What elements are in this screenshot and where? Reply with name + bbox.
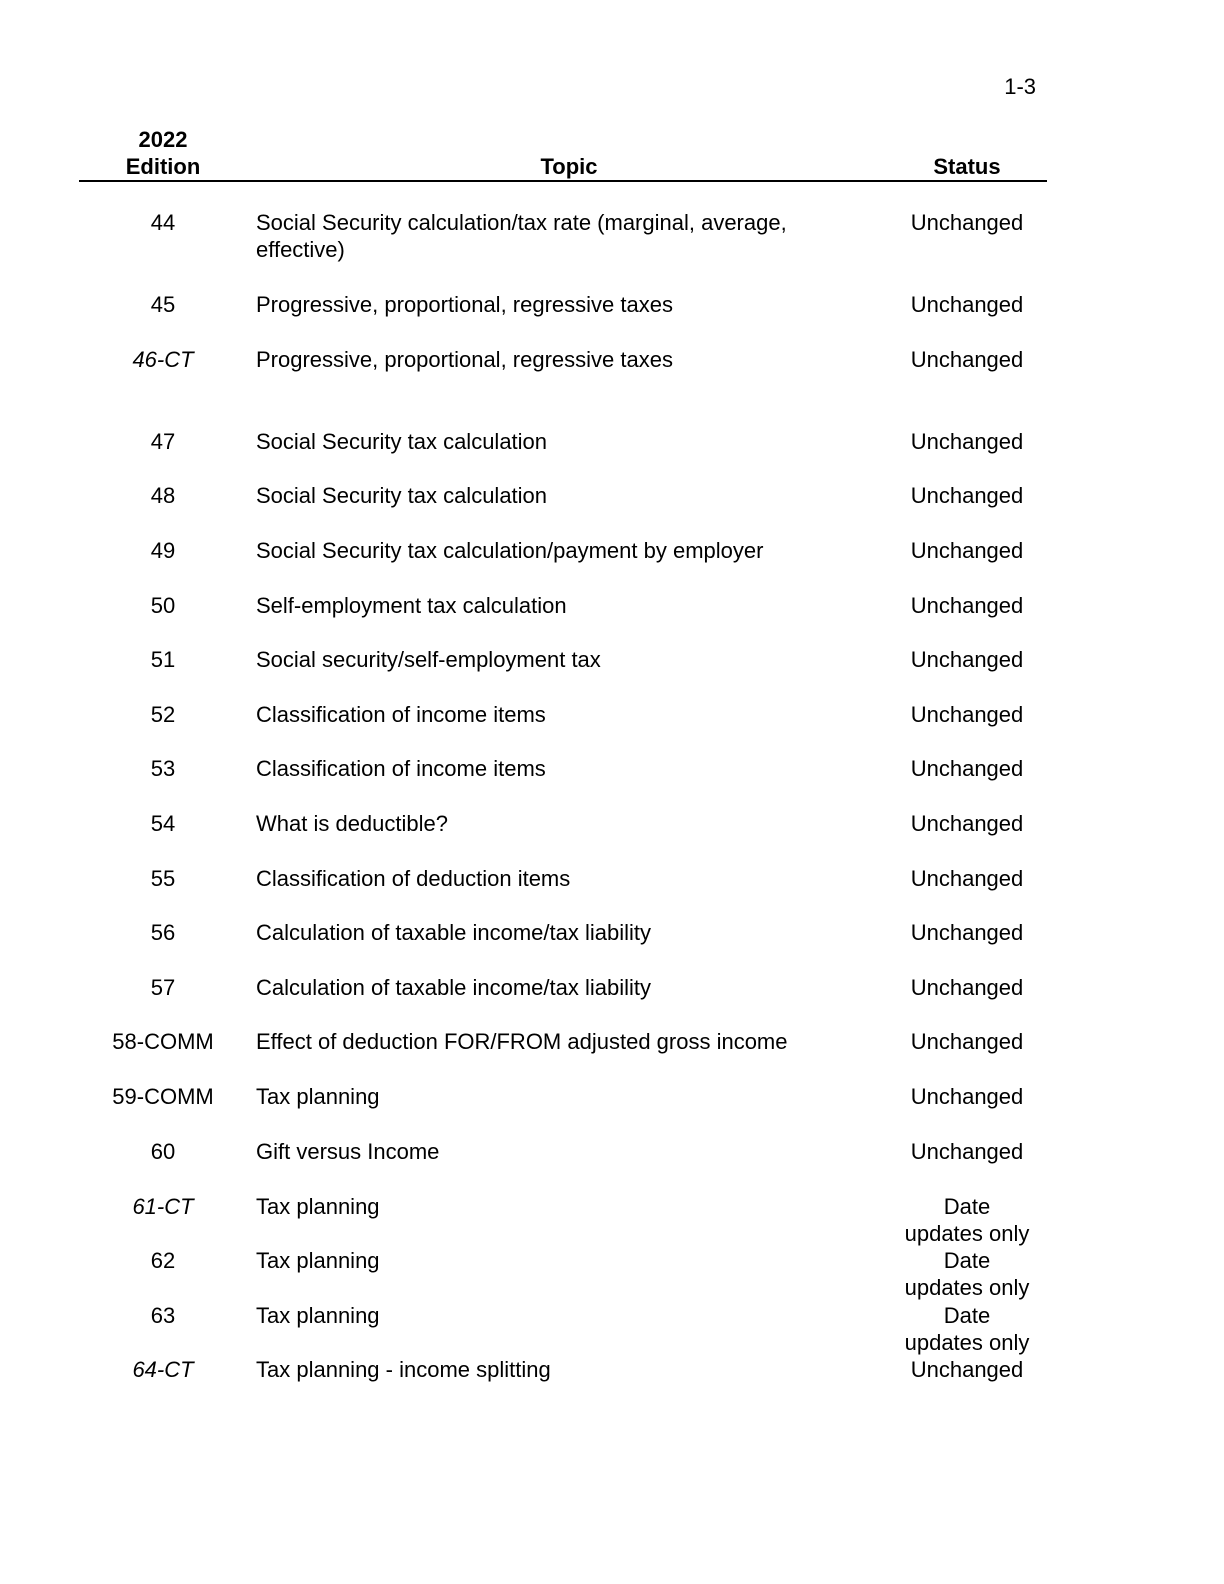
status-cell — [887, 974, 1047, 1001]
status-line: Unchanged — [910, 647, 1024, 672]
topic-line: Effect of deduction FOR/FROM adjusted gross income — [256, 1029, 788, 1054]
topic-line: Gift versus Income — [256, 1139, 440, 1164]
status-line: Unchanged — [910, 866, 1024, 891]
status-line: Unchanged — [910, 483, 1024, 508]
edition-cell: 57 — [150, 975, 176, 1000]
edition-column-header — [99, 126, 227, 180]
edition-cell: 60 — [150, 1139, 176, 1164]
status-line: Unchanged — [910, 292, 1024, 317]
status-line-continued: updates only — [904, 1330, 1030, 1355]
status-line: Unchanged — [910, 975, 1024, 1000]
topic-line: Progressive, proportional, regressive taxes — [256, 347, 673, 372]
topic-cell — [256, 1083, 856, 1110]
topic-line: What is deductible? — [256, 811, 448, 836]
topic-line: Social Security tax calculation/payment by employer — [256, 538, 764, 563]
topic-line: Tax planning — [256, 1303, 380, 1328]
topic-line: Classification of income items — [256, 702, 546, 727]
topic-cell — [256, 865, 856, 892]
status-cell — [887, 701, 1047, 728]
topic-cell — [256, 209, 856, 263]
edition-cell: 46-CT — [132, 347, 194, 372]
status-cell — [887, 592, 1047, 619]
topic-cell — [256, 974, 856, 1001]
status-cell — [887, 646, 1047, 673]
edition-cell: 56 — [150, 920, 176, 945]
topic-cell — [256, 346, 856, 373]
edition-cell: 50 — [150, 593, 176, 618]
topic-cell — [256, 701, 856, 728]
edition-cell: 54 — [150, 811, 176, 836]
status-line: Unchanged — [910, 593, 1024, 618]
status-line: Unchanged — [910, 1084, 1024, 1109]
edition-cell: 58-COMM — [112, 1029, 214, 1054]
table-header — [79, 126, 1047, 182]
edition-cell: 55 — [150, 866, 176, 891]
topic-line: Social security/self-employment tax — [256, 647, 601, 672]
topic-cell — [256, 1193, 856, 1220]
edition-cell: 48 — [150, 483, 176, 508]
status-cell — [887, 209, 1047, 236]
topic-line: Social Security calculation/tax rate (marginal, average, — [256, 210, 787, 235]
status-line: Unchanged — [910, 702, 1024, 727]
topic-cell — [256, 1138, 856, 1165]
status-cell — [887, 291, 1047, 318]
status-line: Date — [943, 1248, 991, 1273]
status-cell — [887, 346, 1047, 373]
status-cell — [887, 865, 1047, 892]
topic-line: Tax planning — [256, 1084, 380, 1109]
edition-cell: 63 — [150, 1303, 176, 1328]
status-line-continued: updates only — [904, 1275, 1030, 1300]
status-line: Unchanged — [910, 811, 1024, 836]
topic-line: Tax planning - income splitting — [256, 1357, 551, 1382]
topic-line: Calculation of taxable income/tax liability — [256, 975, 651, 1000]
topic-cell — [256, 537, 856, 564]
topic-line: Tax planning — [256, 1248, 380, 1273]
topic-cell — [256, 810, 856, 837]
topic-cell — [256, 482, 856, 509]
edition-cell: 52 — [150, 702, 176, 727]
topic-line: Progressive, proportional, regressive taxes — [256, 292, 673, 317]
status-column-header: Status — [933, 154, 1001, 179]
topic-cell — [256, 428, 856, 455]
status-cell — [887, 428, 1047, 455]
edition-cell: 59-COMM — [112, 1084, 214, 1109]
edition-cell: 61-CT — [132, 1194, 194, 1219]
topic-cell — [256, 291, 856, 318]
edition-cell: 49 — [150, 538, 176, 563]
topic-cell — [256, 646, 856, 673]
edition-cell: 53 — [150, 756, 176, 781]
topic-line-continued: effective) — [256, 237, 345, 262]
status-line: Unchanged — [910, 756, 1024, 781]
status-cell — [887, 1247, 1047, 1301]
status-line: Unchanged — [910, 538, 1024, 563]
status-cell — [887, 1356, 1047, 1383]
edition-cell: 45 — [150, 292, 176, 317]
status-line: Unchanged — [910, 210, 1024, 235]
status-line-continued: updates only — [904, 1221, 1030, 1246]
status-cell — [887, 1028, 1047, 1055]
edition-year-label: 2022 — [138, 127, 188, 152]
topic-cell — [256, 1247, 856, 1274]
page-number: 1-3 — [1004, 74, 1036, 99]
topic-column-header: Topic — [540, 154, 598, 179]
status-line: Unchanged — [910, 1029, 1024, 1054]
topic-line: Social Security tax calculation — [256, 483, 548, 508]
status-cell — [887, 1138, 1047, 1165]
status-cell — [887, 755, 1047, 782]
status-line: Date — [943, 1303, 991, 1328]
topic-cell — [256, 1356, 856, 1383]
topic-line: Tax planning — [256, 1194, 380, 1219]
status-cell — [887, 537, 1047, 564]
topic-cell — [256, 592, 856, 619]
topic-line: Self-employment tax calculation — [256, 593, 567, 618]
edition-cell: 47 — [150, 429, 176, 454]
status-cell — [887, 1083, 1047, 1110]
edition-cell: 44 — [150, 210, 176, 235]
edition-cell: 62 — [150, 1248, 176, 1273]
status-line: Unchanged — [910, 347, 1024, 372]
topic-cell — [256, 919, 856, 946]
status-line: Unchanged — [910, 1139, 1024, 1164]
status-cell — [887, 1193, 1047, 1247]
status-line: Unchanged — [910, 1357, 1024, 1382]
topic-cell — [256, 755, 856, 782]
topic-cell — [256, 1302, 856, 1329]
status-line: Date — [943, 1194, 991, 1219]
status-cell — [887, 482, 1047, 509]
topic-line: Classification of income items — [256, 756, 546, 781]
status-cell — [887, 919, 1047, 946]
topic-cell — [256, 1028, 856, 1055]
status-line: Unchanged — [910, 920, 1024, 945]
status-line: Unchanged — [910, 429, 1024, 454]
edition-label: Edition — [125, 154, 201, 179]
status-cell — [887, 1302, 1047, 1356]
edition-cell: 64-CT — [132, 1357, 194, 1382]
status-cell — [887, 810, 1047, 837]
edition-cell: 51 — [150, 647, 176, 672]
topic-line: Calculation of taxable income/tax liability — [256, 920, 651, 945]
topic-line: Classification of deduction items — [256, 866, 571, 891]
topic-line: Social Security tax calculation — [256, 429, 548, 454]
